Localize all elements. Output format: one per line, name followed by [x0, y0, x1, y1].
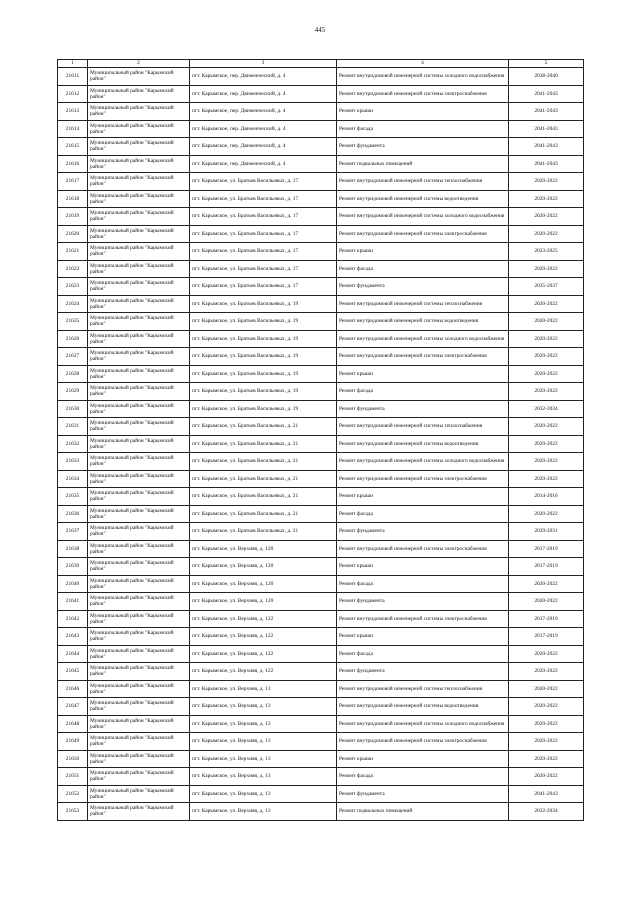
period-cell: 2041-2043: [509, 103, 584, 121]
column-header: 3: [190, 60, 337, 68]
table-row: [58, 470, 584, 488]
row-number: 21636: [58, 505, 88, 523]
row-number: 21621: [58, 243, 88, 261]
address-cell: пгт. Карымское, ул. Братьев Васильевых, д. 19: [190, 400, 337, 418]
table-row: [58, 190, 584, 208]
municipality-cell: Муниципальный район "Карымский район": [88, 488, 190, 506]
row-number: 21614: [58, 120, 88, 138]
work-type-cell: Ремонт внутридомовой инженерной системы водоотведения: [337, 190, 509, 208]
work-type-cell: Ремонт фасада: [337, 383, 509, 401]
municipality-cell: Муниципальный район "Карымский район": [88, 505, 190, 523]
work-type-cell: Ремонт крыши: [337, 243, 509, 261]
row-number: 21615: [58, 138, 88, 156]
table-row: [58, 173, 584, 191]
row-number: 21619: [58, 208, 88, 226]
work-type-cell: Ремонт внутридомовой инженерной системы теплоснабжения: [337, 680, 509, 698]
municipality-cell: Муниципальный район "Карымский район": [88, 453, 190, 471]
period-cell: 2020-2022: [509, 750, 584, 768]
period-cell: 2041-2043: [509, 138, 584, 156]
address-cell: пгт. Карымское, пер. Движенческий, д. 4: [190, 155, 337, 173]
table-row: [58, 278, 584, 296]
municipality-cell: Муниципальный район "Карымский район": [88, 715, 190, 733]
work-type-cell: Ремонт внутридомовой инженерной системы водоотведения: [337, 435, 509, 453]
work-type-cell: Ремонт внутридомовой инженерной системы электроснабжения: [337, 348, 509, 366]
row-number: 21647: [58, 698, 88, 716]
table-row: [58, 645, 584, 663]
table-row: [58, 505, 584, 523]
table-row: [58, 68, 584, 86]
period-cell: 2020-2022: [509, 295, 584, 313]
table-row: [58, 400, 584, 418]
work-type-cell: Ремонт внутридомовой инженерной системы электроснабжения: [337, 225, 509, 243]
municipality-cell: Муниципальный район "Карымский район": [88, 278, 190, 296]
address-cell: пгт. Карымское, ул. Верхняя, д. 13: [190, 768, 337, 786]
period-cell: 2020-2022: [509, 470, 584, 488]
table-row: [58, 243, 584, 261]
municipality-cell: Муниципальный район "Карымский район": [88, 435, 190, 453]
row-number: 21630: [58, 400, 88, 418]
work-type-cell: Ремонт крыши: [337, 103, 509, 121]
address-cell: пгт. Карымское, ул. Братьев Васильевых, д. 21: [190, 470, 337, 488]
municipality-cell: Муниципальный район "Карымский район": [88, 138, 190, 156]
work-type-cell: Ремонт внутридомовой инженерной системы электроснабжения: [337, 85, 509, 103]
municipality-cell: Муниципальный район "Карымский район": [88, 313, 190, 331]
row-number: 21611: [58, 68, 88, 86]
period-cell: 2014-2016: [509, 488, 584, 506]
table-row: [58, 365, 584, 383]
period-cell: 2020-2022: [509, 365, 584, 383]
work-type-cell: Ремонт фундамента: [337, 400, 509, 418]
period-cell: 2020-2022: [509, 505, 584, 523]
row-number: 21620: [58, 225, 88, 243]
municipality-cell: Муниципальный район "Карымский район": [88, 365, 190, 383]
address-cell: пгт. Карымское, ул. Верхняя, д. 13: [190, 698, 337, 716]
column-header: 5: [509, 60, 584, 68]
table-row: [58, 295, 584, 313]
municipality-cell: Муниципальный район "Карымский район": [88, 330, 190, 348]
row-number: 21638: [58, 540, 88, 558]
work-type-cell: Ремонт крыши: [337, 750, 509, 768]
period-cell: 2020-2022: [509, 768, 584, 786]
period-cell: 2020-2022: [509, 435, 584, 453]
municipality-cell: Муниципальный район "Карымский район": [88, 155, 190, 173]
work-type-cell: Ремонт внутридомовой инженерной системы электроснабжения: [337, 470, 509, 488]
work-type-cell: Ремонт фасада: [337, 260, 509, 278]
address-cell: пгт. Карымское, ул. Верхняя, д. 120: [190, 593, 337, 611]
period-cell: 2041-2043: [509, 120, 584, 138]
table-row: [58, 138, 584, 156]
row-number: 21618: [58, 190, 88, 208]
period-cell: 2041-2043: [509, 85, 584, 103]
table-row: [58, 435, 584, 453]
work-type-cell: Ремонт внутридомовой инженерной системы теплоснабжения: [337, 295, 509, 313]
municipality-cell: Муниципальный район "Карымский район": [88, 610, 190, 628]
address-cell: пгт. Карымское, ул. Братьев Васильевых, д. 19: [190, 295, 337, 313]
work-type-cell: Ремонт крыши: [337, 488, 509, 506]
row-number: 21628: [58, 365, 88, 383]
period-cell: 2020-2022: [509, 575, 584, 593]
row-number: 21648: [58, 715, 88, 733]
municipality-cell: Муниципальный район "Карымский район": [88, 523, 190, 541]
table-row: [58, 628, 584, 646]
row-number: 21622: [58, 260, 88, 278]
address-cell: пгт. Карымское, ул. Братьев Васильевых, д. 19: [190, 330, 337, 348]
municipality-cell: Муниципальный район "Карымский район": [88, 243, 190, 261]
table-row: [58, 488, 584, 506]
row-number: 21631: [58, 418, 88, 436]
row-number: 21634: [58, 470, 88, 488]
municipality-cell: Муниципальный район "Карымский район": [88, 540, 190, 558]
address-cell: пгт. Карымское, ул. Верхняя, д. 13: [190, 750, 337, 768]
address-cell: пгт. Карымское, ул. Верхняя, д. 122: [190, 628, 337, 646]
municipality-cell: Муниципальный район "Карымский район": [88, 645, 190, 663]
address-cell: пгт. Карымское, ул. Братьев Васильевых, д. 17: [190, 190, 337, 208]
municipality-cell: Муниципальный район "Карымский район": [88, 260, 190, 278]
address-cell: пгт. Карымское, ул. Братьев Васильевых, д. 17: [190, 278, 337, 296]
table-row: [58, 610, 584, 628]
row-number: 21616: [58, 155, 88, 173]
municipality-cell: Муниципальный район "Карымский район": [88, 575, 190, 593]
table-row: [58, 313, 584, 331]
period-cell: 2020-2022: [509, 663, 584, 681]
period-cell: 2020-2022: [509, 680, 584, 698]
municipality-cell: Муниципальный район "Карымский район": [88, 190, 190, 208]
column-header: 4: [337, 60, 509, 68]
period-cell: 2020-2022: [509, 698, 584, 716]
work-type-cell: Ремонт внутридомовой инженерной системы холодного водоснабжения: [337, 330, 509, 348]
period-cell: 2041-2043: [509, 785, 584, 803]
address-cell: пгт. Карымское, ул. Братьев Васильевых, д. 21: [190, 488, 337, 506]
address-cell: пгт. Карымское, ул. Верхняя, д. 122: [190, 645, 337, 663]
table-row: [58, 103, 584, 121]
period-cell: 2020-2022: [509, 225, 584, 243]
row-number: 21639: [58, 558, 88, 576]
row-number: 21645: [58, 663, 88, 681]
municipality-cell: Муниципальный район "Карымский район": [88, 768, 190, 786]
municipality-cell: Муниципальный район "Карымский район": [88, 348, 190, 366]
work-type-cell: Ремонт внутридомовой инженерной системы холодного водоснабжения: [337, 715, 509, 733]
table-row: [58, 85, 584, 103]
municipality-cell: Муниципальный район "Карымский район": [88, 750, 190, 768]
address-cell: пгт. Карымское, ул. Верхняя, д. 13: [190, 680, 337, 698]
table-row: [58, 575, 584, 593]
period-cell: 2020-2022: [509, 645, 584, 663]
work-type-cell: Ремонт внутридомовой инженерной системы теплоснабжения: [337, 418, 509, 436]
work-type-cell: Ремонт внутридомовой инженерной системы водоотведения: [337, 698, 509, 716]
table-row: [58, 733, 584, 751]
row-number: 21627: [58, 348, 88, 366]
address-cell: пгт. Карымское, ул. Братьев Васильевых, д. 17: [190, 208, 337, 226]
address-cell: пгт. Карымское, ул. Братьев Васильевых, д. 21: [190, 418, 337, 436]
table-row: [58, 698, 584, 716]
table-row: [58, 768, 584, 786]
work-type-cell: Ремонт фундамента: [337, 663, 509, 681]
municipality-cell: Муниципальный район "Карымский район": [88, 173, 190, 191]
table-row: [58, 418, 584, 436]
period-cell: 2020-2022: [509, 260, 584, 278]
row-number: 21612: [58, 85, 88, 103]
period-cell: 2032-2034: [509, 400, 584, 418]
column-header: 2: [88, 60, 190, 68]
municipality-cell: Муниципальный район "Карымский район": [88, 225, 190, 243]
work-type-cell: Ремонт фасада: [337, 575, 509, 593]
work-type-cell: Ремонт фундамента: [337, 593, 509, 611]
address-cell: пгт. Карымское, ул. Братьев Васильевых, д. 17: [190, 260, 337, 278]
municipality-cell: Муниципальный район "Карымский район": [88, 103, 190, 121]
address-cell: пгт. Карымское, пер. Движенческий, д. 4: [190, 68, 337, 86]
table-row: [58, 785, 584, 803]
table-row: [58, 330, 584, 348]
period-cell: 2017-2019: [509, 628, 584, 646]
municipality-cell: Муниципальный район "Карымский район": [88, 733, 190, 751]
municipality-cell: Муниципальный район "Карымский район": [88, 663, 190, 681]
period-cell: 2032-2034: [509, 803, 584, 821]
table-row: [58, 680, 584, 698]
work-type-cell: Ремонт фундамента: [337, 523, 509, 541]
municipality-cell: Муниципальный район "Карымский район": [88, 628, 190, 646]
row-number: 21632: [58, 435, 88, 453]
work-type-cell: Ремонт подвальных помещений: [337, 155, 509, 173]
municipality-cell: Муниципальный район "Карымский район": [88, 785, 190, 803]
address-cell: пгт. Карымское, пер. Движенческий, д. 4: [190, 120, 337, 138]
table-row: [58, 523, 584, 541]
table-row: [58, 715, 584, 733]
municipality-cell: Муниципальный район "Карымский район": [88, 698, 190, 716]
municipality-cell: Муниципальный район "Карымский район": [88, 418, 190, 436]
period-cell: 2017-2019: [509, 540, 584, 558]
municipality-cell: Муниципальный район "Карымский район": [88, 558, 190, 576]
address-cell: пгт. Карымское, ул. Верхняя, д. 122: [190, 663, 337, 681]
address-cell: пгт. Карымское, ул. Братьев Васильевых, д. 17: [190, 173, 337, 191]
address-cell: пгт. Карымское, ул. Братьев Васильевых, д. 17: [190, 225, 337, 243]
row-number: 21641: [58, 593, 88, 611]
work-type-cell: Ремонт фундамента: [337, 785, 509, 803]
work-type-cell: Ремонт внутридомовой инженерной системы теплоснабжения: [337, 173, 509, 191]
address-cell: пгт. Карымское, ул. Верхняя, д. 122: [190, 610, 337, 628]
work-type-cell: Ремонт фасада: [337, 120, 509, 138]
row-number: 21649: [58, 733, 88, 751]
address-cell: пгт. Карымское, ул. Верхняя, д. 13: [190, 715, 337, 733]
period-cell: 2020-2022: [509, 733, 584, 751]
row-number: 21643: [58, 628, 88, 646]
table-row: [58, 540, 584, 558]
period-cell: 2017-2019: [509, 558, 584, 576]
municipality-cell: Муниципальный район "Карымский район": [88, 470, 190, 488]
page-number: 445: [314, 26, 326, 34]
address-cell: пгт. Карымское, ул. Братьев Васильевых, д. 19: [190, 313, 337, 331]
municipality-cell: Муниципальный район "Карымский район": [88, 120, 190, 138]
work-type-cell: Ремонт фасада: [337, 505, 509, 523]
work-type-cell: Ремонт крыши: [337, 628, 509, 646]
address-cell: пгт. Карымское, ул. Братьев Васильевых, д. 21: [190, 435, 337, 453]
table-row: [58, 383, 584, 401]
row-number: 21640: [58, 575, 88, 593]
row-number: 21635: [58, 488, 88, 506]
work-type-cell: Ремонт внутридомовой инженерной системы водоотведения: [337, 313, 509, 331]
address-cell: пгт. Карымское, ул. Братьев Васильевых, д. 19: [190, 348, 337, 366]
address-cell: пгт. Карымское, ул. Братьев Васильевых, д. 21: [190, 523, 337, 541]
address-cell: пгт. Карымское, ул. Братьев Васильевых, д. 21: [190, 453, 337, 471]
period-cell: 2020-2022: [509, 383, 584, 401]
column-header: 1: [58, 60, 88, 68]
work-type-cell: Ремонт фундамента: [337, 138, 509, 156]
period-cell: 2035-2037: [509, 278, 584, 296]
period-cell: 2023-2025: [509, 243, 584, 261]
row-number: 21629: [58, 383, 88, 401]
municipality-cell: Муниципальный район "Карымский район": [88, 85, 190, 103]
row-number: 21651: [58, 768, 88, 786]
row-number: 21624: [58, 295, 88, 313]
period-cell: 2020-2022: [509, 173, 584, 191]
row-number: 21637: [58, 523, 88, 541]
address-cell: пгт. Карымское, ул. Верхняя, д. 13: [190, 785, 337, 803]
work-type-cell: Ремонт внутридомовой инженерной системы холодного водоснабжения: [337, 208, 509, 226]
work-type-cell: Ремонт фасада: [337, 645, 509, 663]
table-row: [58, 208, 584, 226]
table-row: [58, 803, 584, 821]
table-row: [58, 750, 584, 768]
address-cell: пгт. Карымское, ул. Братьев Васильевых, д. 17: [190, 243, 337, 261]
row-number: 21650: [58, 750, 88, 768]
municipality-cell: Муниципальный район "Карымский район": [88, 803, 190, 821]
work-type-cell: Ремонт внутридомовой инженерной системы холодного водоснабжения: [337, 453, 509, 471]
address-cell: пгт. Карымское, пер. Движенческий, д. 4: [190, 138, 337, 156]
work-type-cell: Ремонт фундамента: [337, 278, 509, 296]
work-type-cell: Ремонт внутридомовой инженерной системы электроснабжения: [337, 733, 509, 751]
period-cell: 2017-2019: [509, 610, 584, 628]
row-number: 21642: [58, 610, 88, 628]
table-row: [58, 663, 584, 681]
table-row: [58, 120, 584, 138]
period-cell: 2020-2022: [509, 418, 584, 436]
work-type-cell: Ремонт внутридомовой инженерной системы холодного водоснабжения: [337, 68, 509, 86]
address-cell: пгт. Карымское, пер. Движенческий, д. 4: [190, 85, 337, 103]
row-number: 21625: [58, 313, 88, 331]
work-type-cell: Ремонт внутридомовой инженерной системы электроснабжения: [337, 610, 509, 628]
work-type-cell: Ремонт крыши: [337, 365, 509, 383]
address-cell: пгт. Карымское, пер. Движенческий, д. 4: [190, 103, 337, 121]
address-cell: пгт. Карымское, ул. Братьев Васильевых, д. 19: [190, 365, 337, 383]
row-number: 21644: [58, 645, 88, 663]
work-type-cell: Ремонт подвальных помещений: [337, 803, 509, 821]
row-number: 21653: [58, 803, 88, 821]
municipality-cell: Муниципальный район "Карымский район": [88, 680, 190, 698]
address-cell: пгт. Карымское, ул. Верхняя, д. 120: [190, 558, 337, 576]
work-type-cell: Ремонт фасада: [337, 768, 509, 786]
address-cell: пгт. Карымское, ул. Братьев Васильевых, д. 21: [190, 505, 337, 523]
table-header-row: [58, 60, 584, 68]
capital-repair-table: [57, 59, 584, 821]
row-number: 21626: [58, 330, 88, 348]
address-cell: пгт. Карымское, ул. Верхняя, д. 120: [190, 575, 337, 593]
table-row: [58, 348, 584, 366]
period-cell: 2020-2022: [509, 348, 584, 366]
period-cell: 2020-2022: [509, 330, 584, 348]
period-cell: 2020-2022: [509, 593, 584, 611]
municipality-cell: Муниципальный район "Карымский район": [88, 383, 190, 401]
table-row: [58, 453, 584, 471]
address-cell: пгт. Карымское, ул. Верхняя, д. 13: [190, 733, 337, 751]
row-number: 21633: [58, 453, 88, 471]
period-cell: 2020-2022: [509, 208, 584, 226]
row-number: 21617: [58, 173, 88, 191]
municipality-cell: Муниципальный район "Карымский район": [88, 68, 190, 86]
period-cell: 2020-2022: [509, 313, 584, 331]
table-body: [58, 68, 584, 821]
period-cell: 2020-2022: [509, 190, 584, 208]
table-row: [58, 593, 584, 611]
period-cell: 2029-2031: [509, 523, 584, 541]
table-row: [58, 155, 584, 173]
table-row: [58, 260, 584, 278]
period-cell: 2038-2040: [509, 68, 584, 86]
address-cell: пгт. Карымское, ул. Братьев Васильевых, д. 19: [190, 383, 337, 401]
table-row: [58, 225, 584, 243]
row-number: 21613: [58, 103, 88, 121]
municipality-cell: Муниципальный район "Карымский район": [88, 593, 190, 611]
period-cell: 2041-2043: [509, 155, 584, 173]
work-type-cell: Ремонт внутридомовой инженерной системы электроснабжения: [337, 540, 509, 558]
municipality-cell: Муниципальный район "Карымский район": [88, 295, 190, 313]
row-number: 21623: [58, 278, 88, 296]
municipality-cell: Муниципальный район "Карымский район": [88, 208, 190, 226]
period-cell: 2020-2022: [509, 715, 584, 733]
period-cell: 2020-2022: [509, 453, 584, 471]
municipality-cell: Муниципальный район "Карымский район": [88, 400, 190, 418]
work-type-cell: Ремонт крыши: [337, 558, 509, 576]
address-cell: пгт. Карымское, ул. Верхняя, д. 120: [190, 540, 337, 558]
row-number: 21652: [58, 785, 88, 803]
address-cell: пгт. Карымское, ул. Верхняя, д. 13: [190, 803, 337, 821]
table-row: [58, 558, 584, 576]
row-number: 21646: [58, 680, 88, 698]
